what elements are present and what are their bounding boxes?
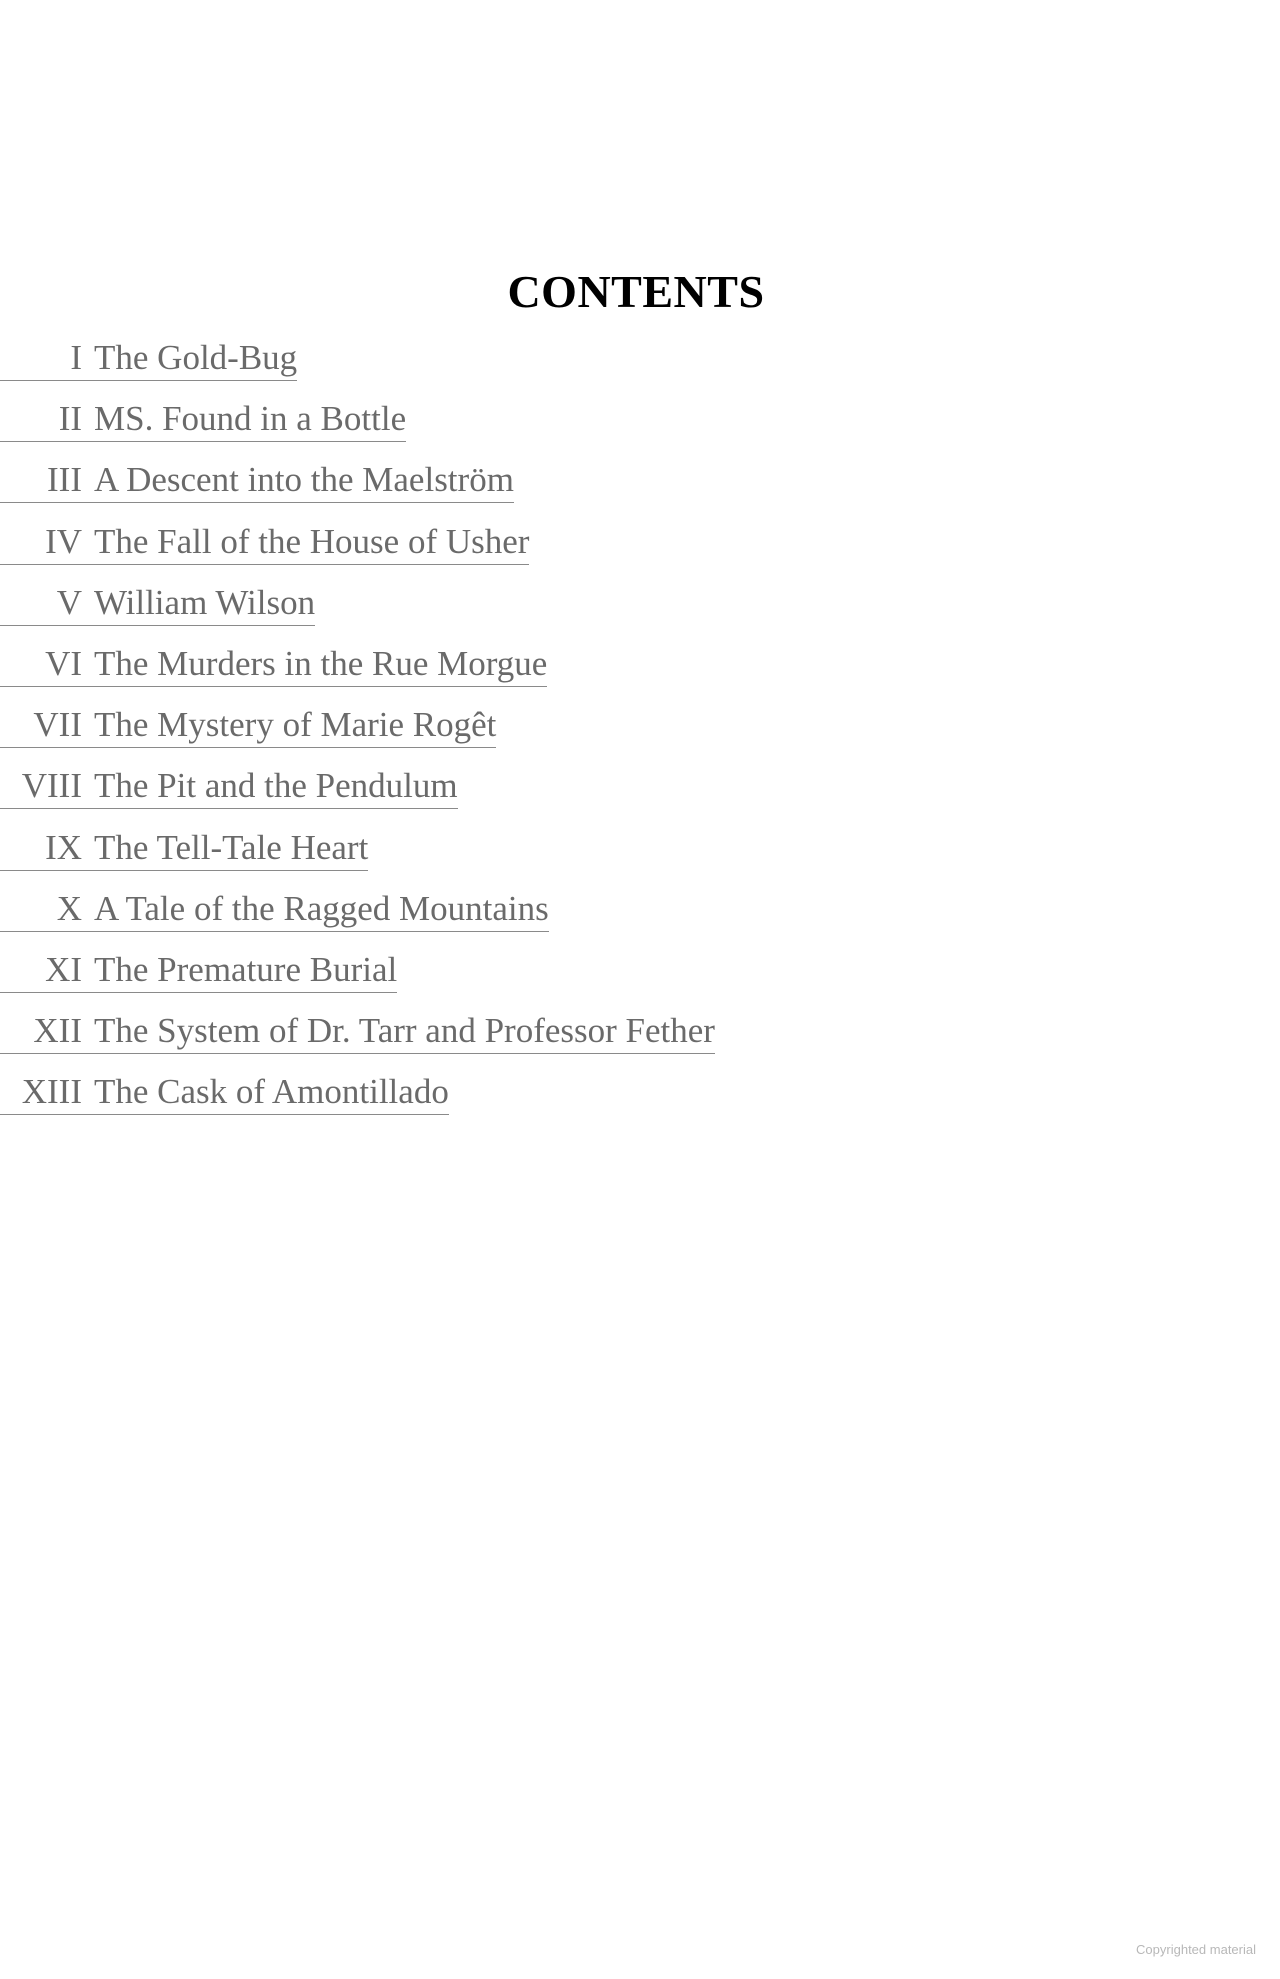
toc-link-descent-into-maelstrom[interactable] — [0, 458, 514, 503]
toc-numeral: XI — [45, 949, 82, 989]
toc-entry — [0, 887, 1100, 948]
toc-numeral: IX — [45, 827, 82, 867]
toc-numeral: IV — [45, 521, 82, 561]
toc-title: The Tell-Tale Heart — [94, 827, 369, 867]
toc-title: William Wilson — [94, 582, 316, 622]
toc-title: The Cask of Amontillado — [94, 1072, 449, 1112]
toc-numeral: I — [70, 338, 82, 377]
toc-numeral: III — [47, 460, 82, 500]
toc-entry — [0, 826, 1100, 887]
toc-link-william-wilson[interactable] — [0, 581, 315, 626]
toc-link-tale-ragged-mountains[interactable] — [0, 887, 549, 932]
page-title: CONTENTS — [507, 265, 765, 317]
toc-title: The Premature Burial — [94, 949, 398, 989]
toc-title: The System of Dr. Tarr and Professor Fether — [94, 1011, 715, 1051]
toc-link-pit-and-pendulum[interactable] — [0, 764, 458, 809]
toc-title: A Descent into the Maelström — [94, 460, 514, 500]
toc-link-fall-of-house-of-usher[interactable] — [0, 520, 529, 565]
table-of-contents — [0, 336, 1100, 1131]
toc-link-ms-found-in-a-bottle[interactable] — [0, 397, 406, 442]
toc-numeral: VII — [33, 705, 82, 745]
toc-link-tell-tale-heart[interactable] — [0, 826, 368, 871]
toc-link-premature-burial[interactable] — [0, 948, 397, 993]
toc-entry — [0, 703, 1100, 764]
toc-entry — [0, 1070, 1100, 1131]
toc-link-gold-bug[interactable] — [0, 336, 297, 381]
toc-title: The Mystery of Marie Rogêt — [94, 705, 497, 745]
toc-entry — [0, 581, 1100, 642]
toc-entry — [0, 458, 1100, 519]
toc-entry — [0, 520, 1100, 581]
toc-title: MS. Found in a Bottle — [94, 399, 407, 439]
toc-numeral: VIII — [21, 766, 82, 806]
toc-numeral: XII — [33, 1011, 82, 1051]
toc-link-murders-rue-morgue[interactable] — [0, 642, 547, 687]
toc-title: A Tale of the Ragged Mountains — [94, 888, 549, 928]
toc-title: The Murders in the Rue Morgue — [94, 643, 548, 683]
toc-numeral: II — [58, 399, 82, 439]
toc-link-cask-of-amontillado[interactable] — [0, 1070, 449, 1115]
copyright-notice: Copyrighted material — [1136, 1942, 1256, 1957]
toc-numeral: V — [56, 582, 82, 622]
toc-numeral: X — [56, 888, 82, 928]
toc-numeral: VI — [45, 643, 82, 683]
toc-entry — [0, 642, 1100, 703]
toc-numeral: XIII — [21, 1072, 82, 1112]
toc-title: The Gold-Bug — [94, 338, 298, 377]
toc-entry — [0, 764, 1100, 825]
toc-link-system-dr-tarr[interactable] — [0, 1009, 715, 1054]
toc-link-mystery-marie-roget[interactable] — [0, 703, 496, 748]
toc-title: The Fall of the House of Usher — [94, 521, 530, 561]
toc-entry — [0, 336, 1100, 397]
toc-entry — [0, 397, 1100, 458]
toc-entry — [0, 948, 1100, 1009]
toc-entry — [0, 1009, 1100, 1070]
toc-title: The Pit and the Pendulum — [94, 766, 458, 806]
